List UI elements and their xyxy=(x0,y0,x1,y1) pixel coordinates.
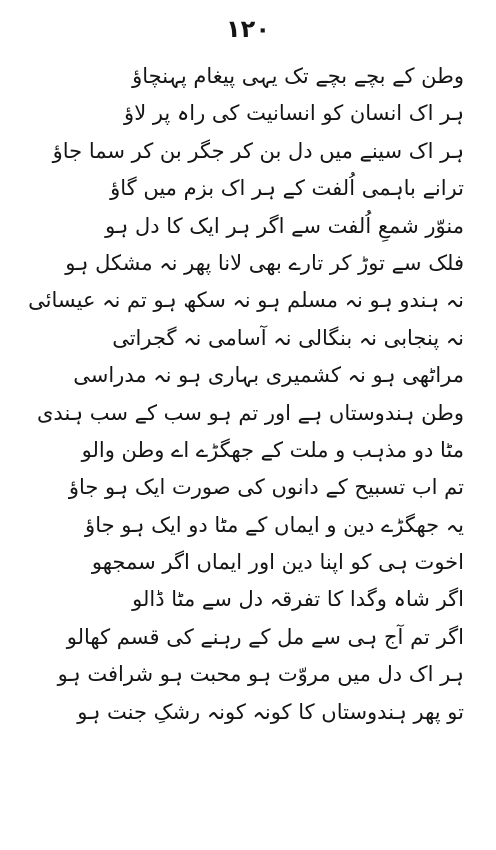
poem-line: منوّر شمعِ اُلفت سے اگر ہر ایک کا دل ہو xyxy=(105,213,464,238)
poem-line: وطن ہندوستاں ہے اور تم ہو سب کے سب ہندی xyxy=(36,400,464,425)
poem-line: مراٹھی ہو نہ کشمیری بہاری ہو نہ مدراسی xyxy=(73,363,464,388)
page-number: ۱۲۰ xyxy=(226,15,270,43)
poem-line: ترانے باہمی اُلفت کے ہر اک بزم میں گاؤ xyxy=(110,176,464,201)
poem-line: یہ جھگڑے دین و ایماں کے مٹا دو ایک ہو جاؤ xyxy=(85,512,464,537)
poem-line: نہ ہندو ہو نہ مسلم ہو نہ سکھ ہو تم نہ عیسائی xyxy=(28,288,464,313)
poem-line: تو پھر ہندوستاں کا کونہ کونہ رشکِ جنت ہو xyxy=(77,699,464,724)
poem-line: اخوت ہی کو اپنا دین اور ایماں اگر سمجھو xyxy=(91,550,464,575)
poem-line: اگر شاہ وگدا کا تفرقہ دل سے مٹا ڈالو xyxy=(132,587,464,612)
poem-line: اگر تم آج ہی سے مل کے رہنے کی قسم کھالو xyxy=(66,624,464,649)
poem xyxy=(28,58,464,731)
poem-line: فلک سے توڑ کر تارے بھی لانا پھر نہ مشکل ہو xyxy=(65,250,464,275)
poem-line: ہر اک انسان کو انسانیت کی راہ پر لاؤ xyxy=(124,101,464,126)
poem-line: تم اب تسبیح کے دانوں کی صورت ایک ہو جاؤ xyxy=(68,475,464,500)
poem-line: ہر اک دل میں مروّت ہو محبت ہو شرافت ہو xyxy=(57,662,464,687)
poem-line: ہر اک سینے میں دل بن کر جگر بن کر سما جاؤ xyxy=(52,138,464,163)
poem-line: مٹا دو مذہب و ملت کے جھگڑے اے وطن والو xyxy=(81,437,464,462)
poem-line: نہ پنجابی نہ بنگالی نہ آسامی نہ گجراتی xyxy=(112,325,464,350)
poem-line: وطن کے بچے بچے تک یہی پیغام پہنچاؤ xyxy=(132,64,464,88)
